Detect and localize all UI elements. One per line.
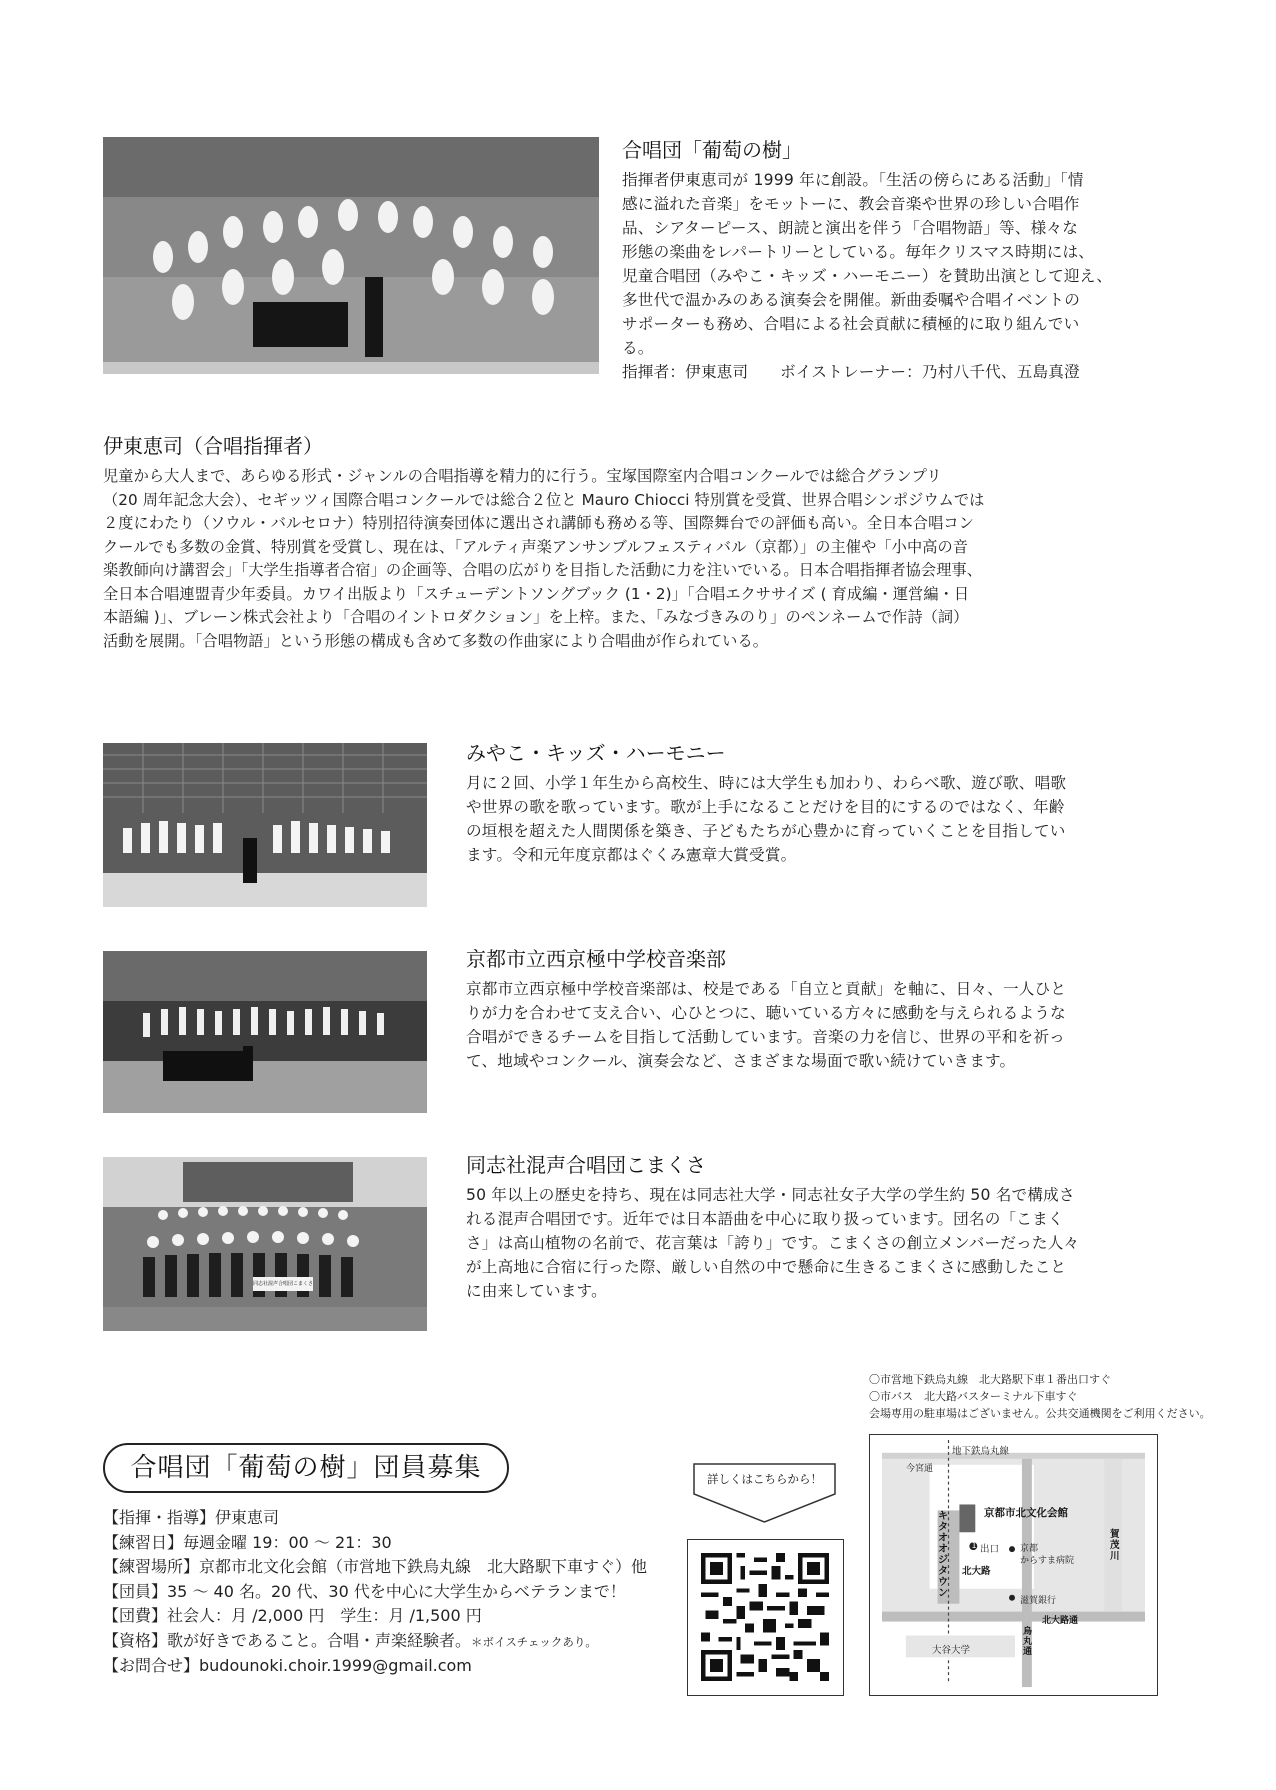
map-hospital-label: [1020, 1543, 1074, 1567]
budou-line: 感に溢れた音楽」をモットーに、教会音楽や世界の珍しい合唱作: [622, 195, 1080, 213]
budou-line: 品、シアターピース、朗読と演出を伴う「合唱物語」等、様々な: [622, 219, 1078, 237]
map-karasuma-street-label: 烏丸通: [1023, 1627, 1033, 1657]
ito-line: ２度にわたり（ソウル・バルセロナ）特別招待演奏団体に選出され講師も務める等、国際舞台での評価も高い。全日本合唱コン: [103, 514, 974, 532]
budou-line: 児童合唱団（みやこ・キッズ・ハーモニー）を賛助出演として迎え、: [622, 267, 1113, 285]
budou-line: 指揮者伊東恵司が 1999 年に創設。「生活の傍らにある活動」「情: [622, 171, 1084, 189]
budou-line: 形態の楽曲をレパートリーとしている。毎年クリスマス時期には、: [622, 243, 1095, 261]
komakusa-line: に由来しています。: [466, 1282, 607, 1300]
recruit-qualification: [103, 1629, 647, 1655]
nishikyogoku-line: りが力を合わせて支え合い、心ひとつに、聴いている方々に感動を与えられるような: [466, 1004, 1066, 1022]
access-subway: 〇市営地下鉄烏丸線 北大路駅下車１番出口すぐ: [869, 1373, 1111, 1386]
access-map: [869, 1434, 1158, 1696]
recruit-practice-place: 【練習場所】京都市北文化会館（市営地下鉄烏丸線 北大路駅下車すぐ）他: [103, 1557, 648, 1576]
ito-line: 児童から大人まで、あらゆる形式・ジャンルの合唱指導を精力的に行う。宝塚国際室内合唱コンクールでは総合グランプリ: [103, 467, 942, 485]
map-venue-label: 京都市北文化会館: [984, 1507, 1068, 1519]
access-parking-note: 会場専用の駐車場はございません。公共交通機関をご利用ください。: [869, 1407, 1211, 1420]
recruit-qualification-note: ＊ボイスチェックあり。: [471, 1634, 597, 1649]
miyako-title: みやこ・キッズ・ハーモニー: [466, 741, 726, 765]
map-otani-label: 大谷大学: [932, 1645, 971, 1656]
ito-line: 楽教師向け講習会」「大学生指導者合宿」の企画等、合唱の広がりを目指した活動に力を注いでいる。日本合唱指揮者協会理事、: [103, 561, 983, 579]
komakusa-line: 50 年以上の歴史を持ち、現在は同志社大学・同志社女子大学の学生約 50 名で構成さ: [466, 1186, 1075, 1204]
map-subway-label: 地下鉄烏丸線: [952, 1446, 1010, 1457]
komakusa-line: さ」は高山植物の名前で、花言葉は「誇り」です。こまくさの創立メンバーだった人々: [466, 1234, 1080, 1252]
ito-line: （20 周年記念大会）、セギッツィ国際合唱コンクールでは総合２位と Mauro Chiocci 特別賞を受賞、世界合唱シンポジウムでは: [103, 490, 985, 509]
map-kitaoji-street-label: 北大路通: [1042, 1616, 1079, 1626]
choir-photo-komakusa: [103, 1157, 427, 1331]
recruit-qualification-text: 【資格】歌が好きであること。合唱・声楽経験者。: [103, 1630, 472, 1650]
miyako-line: ます。令和元年度京都はぐくみ憲章大賞受賞。: [466, 846, 797, 864]
map-kitaoji-town-label: キタオオジタウン: [938, 1511, 948, 1599]
budou-title: 合唱団「葡萄の樹」: [622, 138, 802, 162]
map-exit-number: 1: [971, 1541, 977, 1550]
ito-title: 伊東恵司（合唱指揮者）: [103, 434, 323, 458]
choir-photo-miyako: [103, 743, 427, 907]
komakusa-photo-sign: 同志社混声合唱団こまくさ: [253, 1281, 313, 1287]
nishikyogoku-title: 京都市立西京極中学校音楽部: [466, 947, 726, 971]
recruit-title: 合唱団「葡萄の樹」団員募集: [103, 1443, 509, 1493]
komakusa-line: が上高地に合宿に行った際、厳しい自然の中で懸命に生きるこまくさに感動したこと: [466, 1258, 1067, 1276]
miyako-line: や世界の歌を歌っています。歌が上手になることだけを目的にするのではなく、年齢: [466, 798, 1065, 816]
access-bus: 〇市バス 北大路バスターミナル下車すぐ: [869, 1390, 1078, 1403]
komakusa-line: れる混声合唱団です。近年では日本語曲を中心に取り扱っています。団名の「こまく: [466, 1210, 1064, 1228]
map-imamiya-label: 今宮通: [906, 1464, 934, 1474]
qr-arrow-callout: [692, 1462, 837, 1524]
nishikyogoku-line: て、地域やコンクール、演奏会など、さまざまな場面で歌い続けていきます。: [466, 1052, 1016, 1070]
budou-line: サポーターも務め、合唱による社会貢献に積極的に取り組んでい: [622, 315, 1080, 333]
choir-photo-budou: [103, 137, 599, 374]
map-hospital-line1: 京都: [1020, 1544, 1039, 1554]
recruit-conductor: 【指揮・指導】伊東恵司: [103, 1508, 280, 1527]
budou-line: 多世代で温かみのある演奏会を開催。新曲委嘱や合唱イベントの: [622, 291, 1081, 309]
budou-line: る。: [622, 339, 654, 357]
nishikyogoku-line: 京都市立西京極中学校音楽部は、校是である「自立と貢献」を軸に、日々、一人ひと: [466, 980, 1067, 998]
qr-arrow-label: 詳しくはこちらから！: [707, 1472, 822, 1486]
recruit-fee: 【団費】社会人：月 /2,000 円 学生：月 /1,500 円: [103, 1606, 482, 1625]
map-kitaoji-station-label: 北大路: [962, 1566, 991, 1577]
map-hospital-line2: からすま病院: [1020, 1556, 1075, 1566]
recruit-practice-day: 【練習日】毎週金曜 19：00 ～ 21：30: [103, 1532, 392, 1552]
choir-photo-nishikyogoku: [103, 951, 427, 1113]
miyako-line: 月に２回、小学１年生から高校生、時には大学生も加わり、わらべ歌、遊び歌、唱歌: [466, 774, 1067, 792]
miyako-line: の垣根を超えた人間関係を築き、子どもたちが心豊かに育っていくことを目指してい: [466, 822, 1066, 840]
ito-line: クールでも多数の金賞、特別賞を受賞し、現在は、「アルティ声楽アンサンブルフェスティバル（京都）」の主催や「小中高の音: [103, 537, 969, 556]
ito-line: 活動を展開。「合唱物語」という形態の構成も含めて多数の作曲家により合唱曲が作られている。: [103, 631, 769, 650]
recruit-contact-email[interactable]: 【お問合せ】budounoki.choir.1999@gmail.com: [103, 1656, 472, 1675]
budou-staff: 指揮者：伊東恵司 ボイストレーナー：乃村八千代、五島真澄: [622, 363, 1080, 381]
map-bank-label: 滋賀銀行: [1020, 1596, 1057, 1606]
map-exit-label: 出口: [980, 1544, 1000, 1555]
ito-line: 全日本合唱連盟青少年委員。カワイ出版より「スチューデントソングブック (1・2)」「合唱エクササイズ ( 育成編・運営編・日: [103, 584, 970, 603]
map-kamogawa-label: 賀茂川: [1110, 1529, 1120, 1562]
qr-code[interactable]: [687, 1539, 844, 1696]
nishikyogoku-line: 合唱ができるチームを目指して活動しています。音楽の力を信じ、世界の平和を祈っ: [466, 1028, 1065, 1046]
recruit-members: 【団員】35 ～ 40 名。20 代、30 代を中心に大学生からベテランまで！: [103, 1581, 626, 1601]
komakusa-title: 同志社混声合唱団こまくさ: [466, 1153, 706, 1177]
ito-line: 本語編 )」、ブレーン株式会社より「合唱のイントロダクション」を上梓。また、「みなづきみのり」のペンネームで作詩（詞）: [103, 608, 969, 626]
